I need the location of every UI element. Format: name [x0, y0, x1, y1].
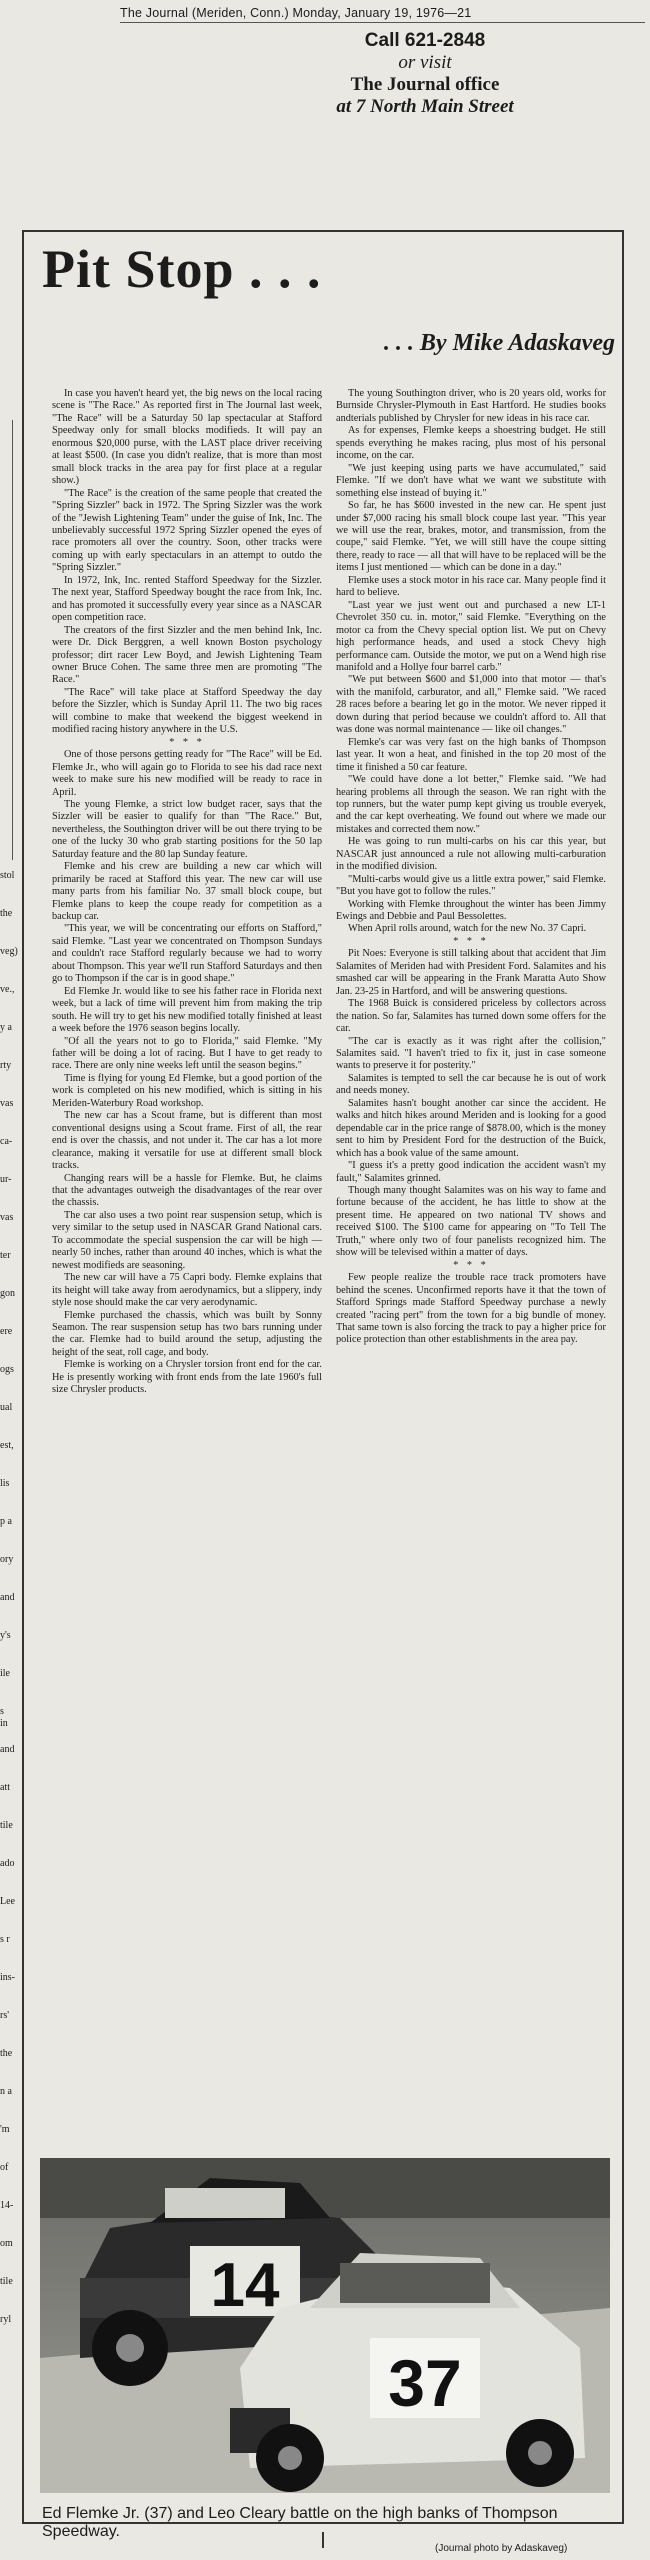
paragraph: The creators of the first Sizzler and the men behind Ink, Inc. were Dr. Dick Berggren, a well known Boston psychology professor; dirt racer Lew Boyd, and Jewish Lightening Team owner Bruce Cohen. The same three men are promoting "The Race." [52, 624, 322, 686]
car-number-14: 14 [210, 2251, 280, 2320]
edge-fragment: and [0, 1592, 15, 1603]
car-number-37: 37 [388, 2346, 462, 2420]
edge-fragment: tile [0, 2276, 13, 2287]
edge-fragment: the [0, 2048, 13, 2059]
paragraph: Few people realize the trouble race track promoters have behind the scenes. Unconfirmed reports have it that the town of Stafford Springs made Stafford Speedway purchase a newly created "racing pert" from the town for a big bundle of money. That same town is also forcing the track to pay a higher price for police protection than other establishments in the area pay. [336, 1272, 606, 1346]
paragraph: Pit Noes: Everyone is still talking about that accident that Jim Salamites of Meriden had with President Ford. Salamites and his smashed car will be appearing in the Frank Maratta Auto Show Jan. 23-25 in Hartford, and will be answering questions. [336, 948, 606, 997]
paragraph: Flemke and his crew are building a new car which will primarily be raced at Stafford this year. The new car will use many parts from his familiar No. 37 small block coupe, but Flemke plans to keep the coupe ready for competition as a backup car. [52, 861, 322, 923]
edge-fragment: 'm [0, 2124, 10, 2135]
ad-office: The Journal office [350, 74, 500, 95]
office-ad [230, 30, 620, 118]
edge-fragment: veg) [0, 946, 18, 957]
edge-fragment: ere [0, 1326, 13, 1337]
paragraph: "Last year we just went out and purchased a new LT-1 Chevrolet 350 cu. in. motor," said Flemke. "Everything on the motor ca from the Chevy special option list. We put on Chevy high performance heads, and used a stock Chevy high performance cam. Outside the motor, we put on a Wend high rise manifold and a Hollye four barrel carb." [336, 599, 606, 673]
edge-fragment: Lee [0, 1896, 15, 1907]
edge-fragment: the [0, 908, 13, 919]
edge-fragment: and [0, 1744, 15, 1755]
edge-fragment: ca- [0, 1136, 13, 1147]
section-break: * * * [453, 935, 489, 947]
edge-fragment: ve., [0, 984, 15, 995]
paragraph: In 1972, Ink, Inc. rented Stafford Speedway for the Sizzler. The next year, Stafford Speedway bought the race from Ink, Inc. and has promoted it successfully every year since as a NASCAR open competition race. [52, 574, 322, 624]
paragraph: He was going to run multi-carbs on his car this year, but NASCAR just announced a rule not allowing multi-carburation in the modified division. [336, 836, 606, 873]
paragraph: The young Flemke, a strict low budget racer, says that the Sizzler will be easier to qualify for than "The Race." But, nevertheless, the Southington driver will be out there trying to be one of the lucky 30 who grab starting positions for the 50 lap Saturday feature and the 80 lap Sunday feature. [52, 798, 322, 860]
edge-fragment: of [0, 2162, 9, 2173]
paragraph: Salamites hasn't bought another car since the accident. He walks and hitch hikes around Meriden and is looking for a good dependable car in the price range of $878.00, which is the money sent to him by President Ford for the destruction of the Buick, which has a book value of the same amount. [336, 1097, 606, 1159]
paragraph: "The Race" will take place at Stafford Speedway the day before the Sizzler, which is Sunday April 11. The two big races will combine to make that weekend the biggest weekend in modified racing history anywhere in the U.S. [52, 686, 322, 736]
photo-caption: Ed Flemke Jr. (37) and Leo Cleary battle on the high banks of Thompson Speedway. [42, 2505, 558, 2540]
paragraph: Changing rears will be a hassle for Flemke. But, he claims that the advantages outweigh the disadvantages of the rear over the chassis. [52, 1172, 322, 1209]
paragraph: Working with Flemke throughout the winter has been Jimmy Ewings and Debbie and Paul Bessolettes. [336, 898, 606, 923]
paragraph: Time is flying for young Ed Flemke, but a good portion of the work is completed on his new modified, which is sitting in his Meriden-Waterbury Road workshop. [52, 1072, 322, 1109]
paragraph: "Multi-carbs would give us a little extra power," said Flemke. "But you have got to follow the rules." [336, 873, 606, 898]
paragraph: "We put between $600 and $1,000 into that motor — that's with the manifold, carburator, and all," Flemke said. "We raced 28 races before a bearing let go in the motor. We never ripped it down during that period because we couldn't afford to. All that was done was normal maintenance — like oil changes." [336, 674, 606, 736]
edge-fragment: p a [0, 1516, 12, 1527]
edge-fragment: ile [0, 1668, 10, 1679]
headline: Pit Stop . . . [42, 239, 322, 299]
photo-credit: (Journal photo by Adaskaveg) [435, 2543, 568, 2554]
edge-fragment: om [0, 2238, 13, 2249]
edge-rule [12, 420, 13, 860]
paragraph: Though many thought Salamites was on his way to fame and fortune because of the accident, he has little to show at the present time. He appeared on two national TV shows and received $100. The $100 came for appearing on "To Tell The Truth," where only two of four panelists recognized him. The show will be televised within a matter of days. [336, 1185, 606, 1259]
edge-fragment: y a [0, 1022, 12, 1033]
edge-fragment: ual [0, 1402, 13, 1413]
race-photo [40, 2158, 610, 2493]
edge-fragment: lis [0, 1478, 10, 1489]
edge-fragment: y's [0, 1630, 11, 1641]
paragraph: The new car has a Scout frame, but is different than most conventional designs using a Scout frame. First of all, the rear end is over the chassis, and not under it. The car has a lot more clearance, making it versatile for use at different small block tracks. [52, 1110, 322, 1172]
edge-fragment: vas [0, 1212, 14, 1223]
edge-fragment: s r [0, 1934, 10, 1945]
paragraph: "We could have done a lot better," Flemke said. "We had hearing problems all through the season. We ran right with the top runners, but the water pump kept giving us trouble everyek, and the car kept overheating. We found out where we made our mistakes and corrected them now." [336, 774, 606, 835]
paragraph: The young Southington driver, who is 20 years old, works for Burnside Chrysler-Plymouth in East Hartford. He studies books andterials published by Chrysler for new ideas in his race car. [336, 388, 606, 424]
article-column-2 [336, 388, 606, 1347]
paragraph: Flemke purchased the chassis, which was built by Sonny Seamon. The rear suspension setup has two bars running under the car. Flemke had to build around the setup, adjusting the height of the seat, roll cage, and body. [52, 1309, 322, 1358]
ad-address: at 7 North Main Street [336, 96, 514, 117]
paragraph: Flemke's car was very fast on the high banks of Thompson last year. It won a heat, and finished in the top 20 most of the time it finished a 50 car feature. [336, 736, 606, 773]
edge-fragment: ryl [0, 2314, 12, 2325]
edge-fragment: rs' [0, 2010, 10, 2021]
paragraph: The new car will have a 75 Capri body. Flemke explains that its height will take away from aerodynamics, but a slippery, indy style nose should make the car very aerodynamic. [52, 1272, 322, 1309]
paragraph: "We just keeping using parts we have accumulated," said Flemke. "If we don't have what we want we substitute with something else instead of buying it." [336, 462, 606, 499]
paragraph: "This year, we will be concentrating our efforts on Stafford," said Flemke. "Last year we concentrated on Thompson Sundays and couldn't race Stafford regularly because we had to worry about Thompson. This year we'll run Stafford Saturdays and then go to Thompson if the car is in good shape." [52, 923, 322, 985]
paragraph: Salamites is tempted to sell the car because he is out of work and needs money. [336, 1072, 606, 1097]
edge-fragment: est, [0, 1440, 14, 1451]
paragraph: "The Race" is the creation of the same people that created the "Spring Sizzler" back in 1972. The Spring Sizzler was the work of the "Jewish Lightening Team" under the guise of Ink, Inc. The unbelievably successful 1972 Spring Sizzler opened the eyes of race promoters all over the country. Soon, other tracks were coming up with early spectaculars in an attempt to outdo the "Spring Sizzler." [52, 487, 322, 574]
ad-phone: Call 621-2848 [364, 30, 486, 51]
byline: . . . By Mike Adaskaveg [383, 330, 615, 356]
paragraph: "Of all the years not to go to Florida," said Flemke. "My father will be doing a lot of racing. But I have to get ready to race. There are only nine weeks left until the season begins." [52, 1035, 322, 1072]
edge-fragment: att [0, 1782, 10, 1793]
edge-fragment: s in [0, 1706, 8, 1729]
edge-fragment: stol [0, 870, 15, 881]
paragraph: Flemke is working on a Chrysler torsion front end for the car. He is presently working with front ends from the late 1960's full size Chrysler products. [52, 1359, 322, 1396]
edge-fragment: ado [0, 1858, 15, 1869]
edge-fragment: tile [0, 1820, 13, 1831]
paragraph: Ed Flemke Jr. would like to see his father race in Florida next week, but a lack of time will prevent him from making the trip south. He will try to get his new modified totally finished at least a week before the 1976 season begins locally. [52, 985, 322, 1035]
edge-fragment: vas [0, 1098, 14, 1109]
paragraph: When April rolls around, watch for the new No. 37 Capri. [348, 923, 587, 935]
paragraph: In case you haven't heard yet, the big news on the local racing scene is "The Race." As reported first in The Journal last week, "The Race" will be a Saturday 50 lap spectacular at Stafford Speedway only for small blocks modifieds. It will pay an enormous $20,000 purse, with the LAST place driver receiving at least $500. (In case you didn't realize, that is more than most small block tracks in the area pay for first place at a regular show.) [52, 388, 322, 487]
edge-fragment: ory [0, 1554, 14, 1565]
paragraph: The car also uses a two point rear suspension setup, which is very similar to the setup used in NASCAR Grand National cars. To accommodate the special suspension the car will be high — nearly 50 inches, rather than around 40 inches, which is what the newest modifieds are seasoning. [52, 1209, 322, 1271]
paragraph: Flemke uses a stock motor in his race car. Many people find it hard to believe. [336, 574, 606, 599]
page-folio: The Journal (Meriden, Conn.) Monday, January 19, 1976—21 [120, 6, 645, 23]
edge-fragment: 14- [0, 2200, 14, 2211]
edge-fragment: ter [0, 1250, 11, 1261]
paragraph: One of those persons getting ready for "The Race" will be Ed. Flemke Jr., who will again go to Florida to see his dad race next week to make sure his new modified will be ready to race in April. [52, 749, 322, 798]
edge-fragment: ur- [0, 1174, 12, 1185]
edge-fragment: rty [0, 1060, 12, 1071]
paragraph: The 1968 Buick is considered priceless by collectors across the nation. So far, Salamites has turned down some offers for the car. [336, 998, 606, 1035]
paragraph: As for expenses, Flemke keeps a shoestring budget. He still spends everything he makes racing, plus most of his personal income, on the car. [336, 425, 606, 462]
edge-fragment: n a [0, 2086, 12, 2097]
edge-fragment: ins- [0, 1972, 15, 1983]
paragraph: So far, he has $600 invested in the new car. He spent just under $7,000 racing his small block coupe last year. "This year we will use the rear, brakes, motor, and transmission, from the coupe," said Flemke. "Yet, we will still have the coupe sitting there, ready to race — all that will have to be replaced will be the items I just mentioned — which can be done in a day." [336, 500, 606, 574]
ad-or-visit: or visit [398, 52, 452, 73]
section-break: * * * [169, 736, 205, 748]
column-tick [322, 2532, 324, 2548]
paragraph: "The car is exactly as it was right after the collision," Salamites said. "I haven't tried to fix it, just in case someone wants to preserve it for posterity." [336, 1035, 606, 1072]
paragraph: "I guess it's a pretty good indication the accident wasn't my fault," Salamites grinned. [336, 1160, 606, 1184]
edge-fragment: gon [0, 1288, 15, 1299]
article-column-1 [52, 388, 322, 1397]
edge-fragment: ogs [0, 1364, 14, 1375]
section-break: * * * [453, 1259, 489, 1271]
